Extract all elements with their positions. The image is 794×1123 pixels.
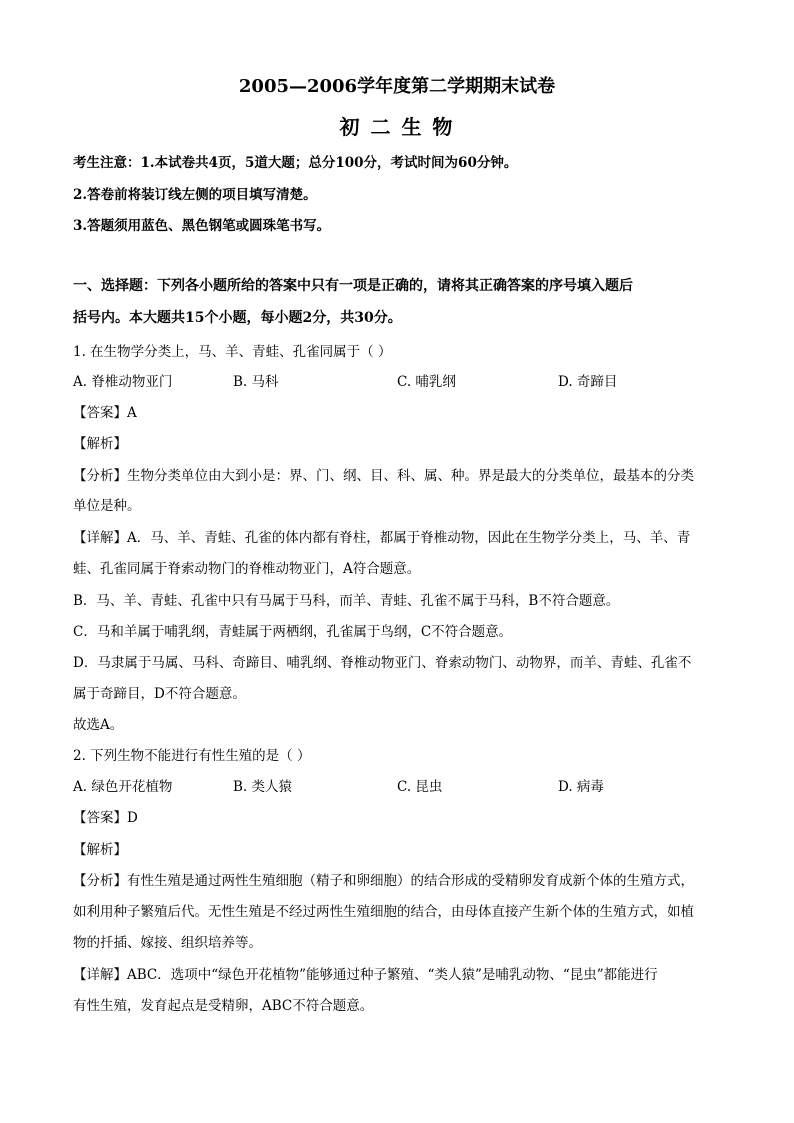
- q1-detail-line-2: 蛙、孔雀同属于脊索动物门的脊椎动物亚门，A符合题意。: [73, 561, 421, 577]
- q1-detail-c: C．马和羊属于哺乳纲，青蛙属于两栖纲，孔雀属于鸟纲，C不符合题意。: [73, 624, 513, 640]
- q1-detail-d-line-1: D．马隶属于马属、马科、奇蹄目、哺乳纲、脊椎动物亚门、脊索动物门、动物界，而羊、青蛙、孔雀不: [73, 655, 692, 671]
- q1-fenxi-line-1: 【分析】生物分类单位由大到小是：界、门、纲、目、科、属、种。界是最大的分类单位，最基本的分类: [73, 468, 694, 484]
- notice-line-2: 2.答卷前将装订线左侧的项目填写清楚。: [73, 187, 317, 203]
- q2-stem: 2. 下列生物不能进行有性生殖的是（ ）: [73, 748, 311, 764]
- q2-detail-line-1: 【详解】ABC．选项中“绿色开花植物”能够通过种子繁殖、“类人猿”是哺乳动物、“昆虫”都能进行: [73, 967, 658, 983]
- q2-option-a: A. 绿色开花植物: [73, 779, 173, 795]
- q1-option-a: A. 脊椎动物亚门: [73, 374, 173, 390]
- q2-fenxi-line-3: 物的扦插、嫁接、组织培养等。: [73, 935, 262, 951]
- notice-line-1: 考生注意：1.本试卷共4页，5道大题；总分100分，考试时间为60分钟。: [73, 155, 518, 171]
- q2-answer: 【答案】D: [73, 810, 138, 826]
- q1-option-d: D. 奇蹄目: [558, 374, 618, 390]
- q2-detail-line-2: 有性生殖，发育起点是受精卵，ABC不符合题意。: [73, 998, 374, 1014]
- exam-title: 2005—2006学年度第二学期期末试卷: [238, 76, 556, 97]
- q2-fenxi-line-2: 如利用种子繁殖后代。无性生殖是不经过两性生殖细胞的结合，由母体直接产生新个体的生殖方式，如植: [73, 904, 694, 920]
- q1-fenxi-line-2: 单位是种。: [73, 498, 141, 514]
- section-heading-line-2: 括号内。本大题共15个小题，每小题2分，共30分。: [73, 310, 402, 326]
- section-heading-line-1: 一、选择题：下列各小题所给的答案中只有一项是正确的，请将其正确答案的序号填入题后: [73, 278, 633, 294]
- q2-option-d: D. 病毒: [558, 779, 604, 795]
- q1-detail-b: B．马、羊、青蛙、孔雀中只有马属于马科，而羊、青蛙、孔雀不属于马科，B不符合题意。: [73, 593, 620, 609]
- q2-option-b: B. 类人猿: [233, 779, 293, 795]
- q2-fenxi-line-1: 【分析】有性生殖是通过两性生殖细胞（精子和卵细胞）的结合形成的受精卵发育成新个体的生殖方式，: [73, 873, 694, 889]
- q1-answer: 【答案】A: [73, 405, 137, 421]
- q1-conclusion: 故选A。: [73, 717, 124, 733]
- q2-option-c: C. 昆虫: [397, 779, 443, 795]
- q1-analysis-label: 【解析】: [73, 436, 127, 452]
- exam-subject: 初 二 生 物: [339, 115, 455, 139]
- q1-detail-line-1: 【详解】A．马、羊、青蛙、孔雀的体内都有脊柱，都属于脊椎动物，因此在生物学分类上，马、羊、青: [73, 530, 691, 546]
- q2-analysis-label: 【解析】: [73, 842, 127, 858]
- q1-detail-d-line-2: 属于奇蹄目，D不符合题意。: [73, 686, 246, 702]
- q1-stem: 1. 在生物学分类上，马、羊、青蛙、孔雀同属于（ ）: [73, 344, 392, 360]
- q1-option-b: B. 马科: [233, 374, 279, 390]
- q1-option-c: C. 哺乳纲: [397, 374, 456, 390]
- notice-line-3: 3.答题须用蓝色、黑色钢笔或圆珠笔书写。: [73, 218, 331, 234]
